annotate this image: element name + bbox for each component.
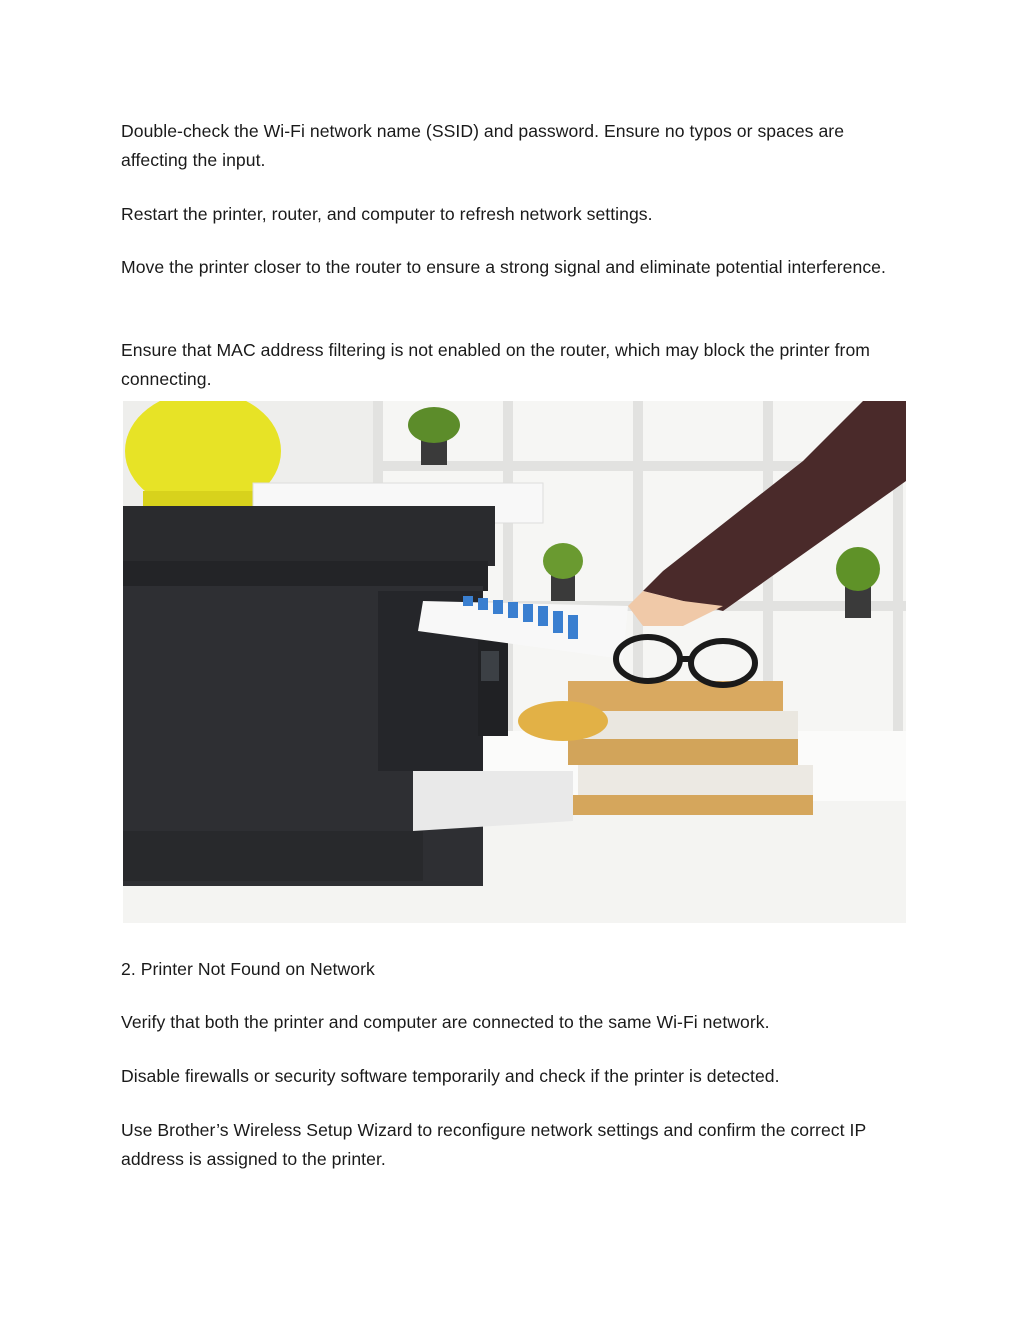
paragraph-restart-devices: Restart the printer, router, and computer to refresh network settings. [121,204,653,224]
section-heading: 2. Printer Not Found on Network [121,959,375,979]
paragraph-setup-wizard: Use Brother’s Wireless Setup Wizard to reconfigure network settings and confirm the correct IP address is assigned to the printer. [121,1120,866,1169]
paragraph-mac-filtering: Ensure that MAC address filtering is not enabled on the router, which may block the printer from connecting. [121,340,870,389]
printer-photo [123,401,906,923]
paragraph-move-printer: Move the printer closer to the router to ensure a strong signal and eliminate potential interference. [121,257,886,277]
paragraph-disable-firewall: Disable firewalls or security software temporarily and check if the printer is detected. [121,1066,780,1086]
paragraph-check-ssid: Double-check the Wi-Fi network name (SSID) and password. Ensure no typos or spaces are affecting the input. [121,121,845,170]
paragraph-same-network: Verify that both the printer and computer are connected to the same Wi-Fi network. [121,1012,770,1032]
